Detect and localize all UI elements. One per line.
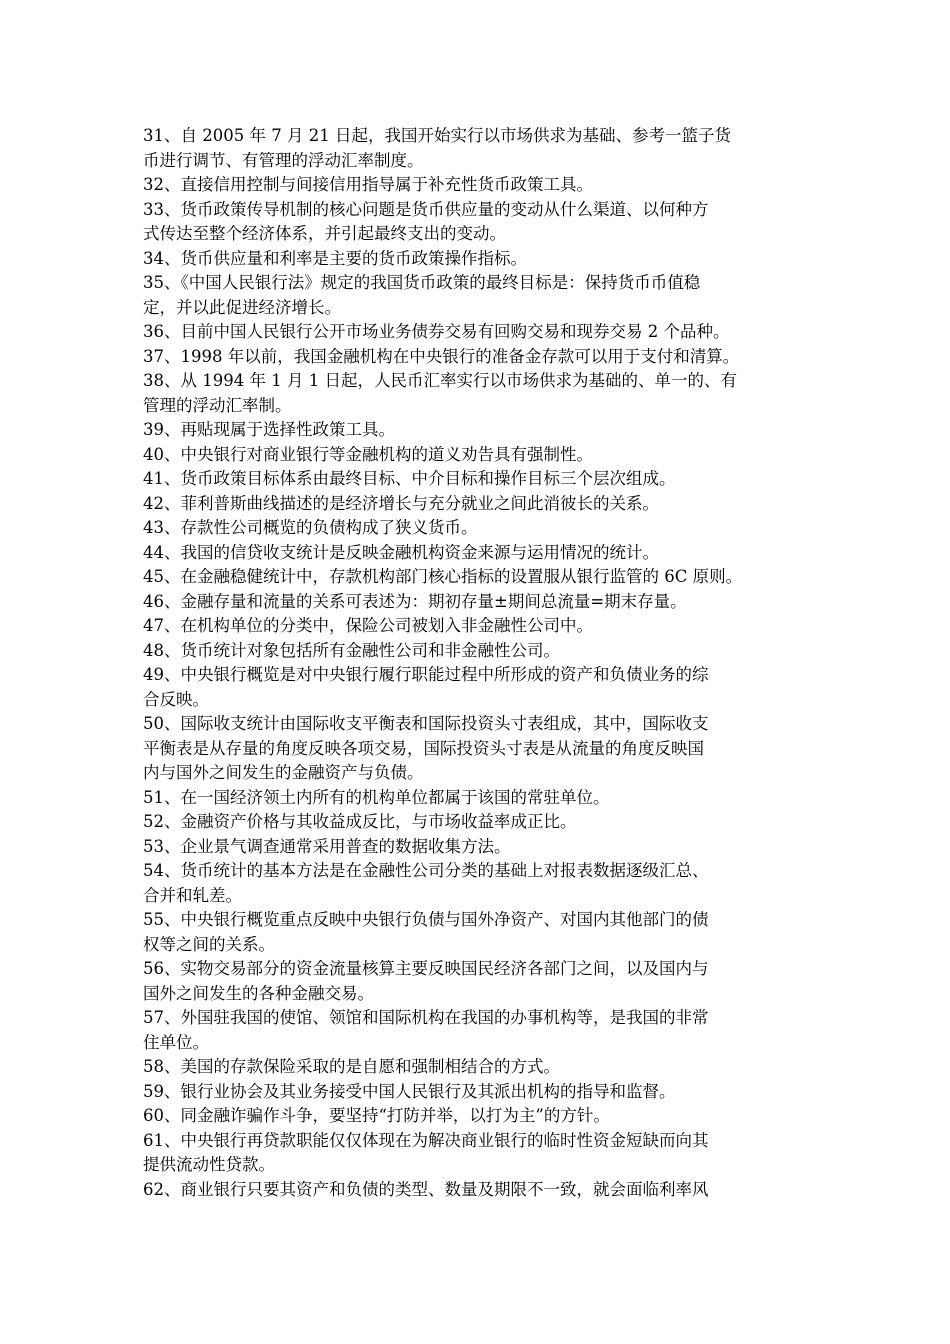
text-line: 式传达至整个经济体系，并引起最终支出的变动。	[143, 224, 506, 243]
text-line: 国外之间发生的各种金融交易。	[143, 983, 374, 1003]
text-line: 平衡表是从存量的角度反映各项交易，国际投资头寸表是从流量的角度反映国	[143, 738, 704, 758]
text-line: 46、金融存量和流量的关系可表述为：期初存量±期间总流量=期末存量。	[143, 591, 687, 611]
text-line: 31、自 2005 年 7 月 21 日起，我国开始实行以市场供求为基础、参考一篮子货	[143, 126, 731, 145]
text-line: 50、国际收支统计由国际收支平衡表和国际投资头寸表组成，其中，国际收支	[143, 714, 709, 733]
text-line: 57、外国驻我国的使馆、领馆和国际机构在我国的办事机构等，是我国的非常	[143, 1008, 709, 1027]
text-line: 61、中央银行再贷款职能仅仅体现在为解决商业银行的临时性资金短缺而向其	[143, 1130, 709, 1150]
text-line: 60、同金融诈骗作斗争，要坚持“打防并举，以打为主”的方针。	[143, 1106, 610, 1125]
text-line: 35、《中国人民银行法》规定的我国货币政策的最终目标是：保持货币币值稳	[143, 273, 701, 292]
text-line: 44、我国的信贷收支统计是反映金融机构资金来源与运用情况的统计。	[143, 542, 659, 562]
document-body	[143, 124, 810, 1202]
text-line: 62、商业银行只要其资产和负债的类型、数量及期限不一致，就会面临利率风	[143, 1179, 709, 1199]
text-line: 38、从 1994 年 1 月 1 日起，人民币汇率实行以市场供求为基础的、单一的、有	[143, 371, 737, 390]
text-line: 权等之间的关系。	[143, 934, 275, 954]
text-line: 42、菲利普斯曲线描述的是经济增长与充分就业之间此消彼长的关系。	[143, 493, 659, 513]
text-line: 49、中央银行概览是对中央银行履行职能过程中所形成的资产和负债业务的综	[143, 665, 709, 684]
text-line: 45、在金融稳健统计中，存款机构部门核心指标的设置服从银行监管的 6C 原则。	[143, 567, 743, 586]
text-line: 39、再贴现属于选择性政策工具。	[143, 420, 395, 439]
text-line: 53、企业景气调查通常采用普查的数据收集方法。	[143, 836, 511, 856]
text-line: 合反映。	[143, 689, 209, 709]
text-line: 55、中央银行概览重点反映中央银行负债与国外净资产、对国内其他部门的债	[143, 910, 709, 929]
text-line: 58、美国的存款保险采取的是自愿和强制相结合的方式。	[143, 1057, 560, 1076]
text-line: 48、货币统计对象包括所有金融性公司和非金融性公司。	[143, 640, 560, 660]
text-line: 59、银行业协会及其业务接受中国人民银行及其派出机构的指导和监督。	[143, 1081, 676, 1101]
text-line: 币进行调节、有管理的浮动汇率制度。	[143, 150, 424, 170]
text-line: 37、1998 年以前，我国金融机构在中央银行的准备金存款可以用于支付和清算。	[143, 346, 740, 366]
text-line: 54、货币统计的基本方法是在金融性公司分类的基础上对报表数据逐级汇总、	[143, 861, 709, 880]
text-line: 32、直接信用控制与间接信用指导属于补充性货币政策工具。	[143, 175, 593, 194]
text-line: 47、在机构单位的分类中，保险公司被划入非金融性公司中。	[143, 616, 593, 635]
text-line: 51、在一国经济领土内所有的机构单位都属于该国的常驻单位。	[143, 787, 610, 807]
text-line: 管理的浮动汇率制。	[143, 395, 292, 415]
text-line: 36、目前中国人民银行公开市场业务债券交易有回购交易和现券交易 2 个品种。	[143, 322, 730, 341]
text-line: 内与国外之间发生的金融资产与负债。	[143, 763, 424, 782]
text-line: 住单位。	[143, 1032, 209, 1052]
text-line: 40、中央银行对商业银行等金融机构的道义劝告具有强制性。	[143, 444, 593, 464]
text-line: 定，并以此促进经济增长。	[143, 297, 341, 317]
text-line: 提供流动性贷款。	[143, 1155, 275, 1174]
text-line: 41、货币政策目标体系由最终目标、中介目标和操作目标三个层次组成。	[143, 469, 676, 488]
text-line: 52、金融资产价格与其收益成反比，与市场收益率成正比。	[143, 812, 577, 831]
text-line: 43、存款性公司概览的负债构成了狭义货币。	[143, 518, 478, 537]
text-line: 56、实物交易部分的资金流量核算主要反映国民经济各部门之间，以及国内与	[143, 959, 709, 978]
text-line: 34、货币供应量和利率是主要的货币政策操作指标。	[143, 248, 527, 268]
text-line: 合并和轧差。	[143, 885, 242, 905]
text-line: 33、货币政策传导机制的核心问题是货币供应量的变动从什么渠道、以何种方	[143, 199, 709, 219]
